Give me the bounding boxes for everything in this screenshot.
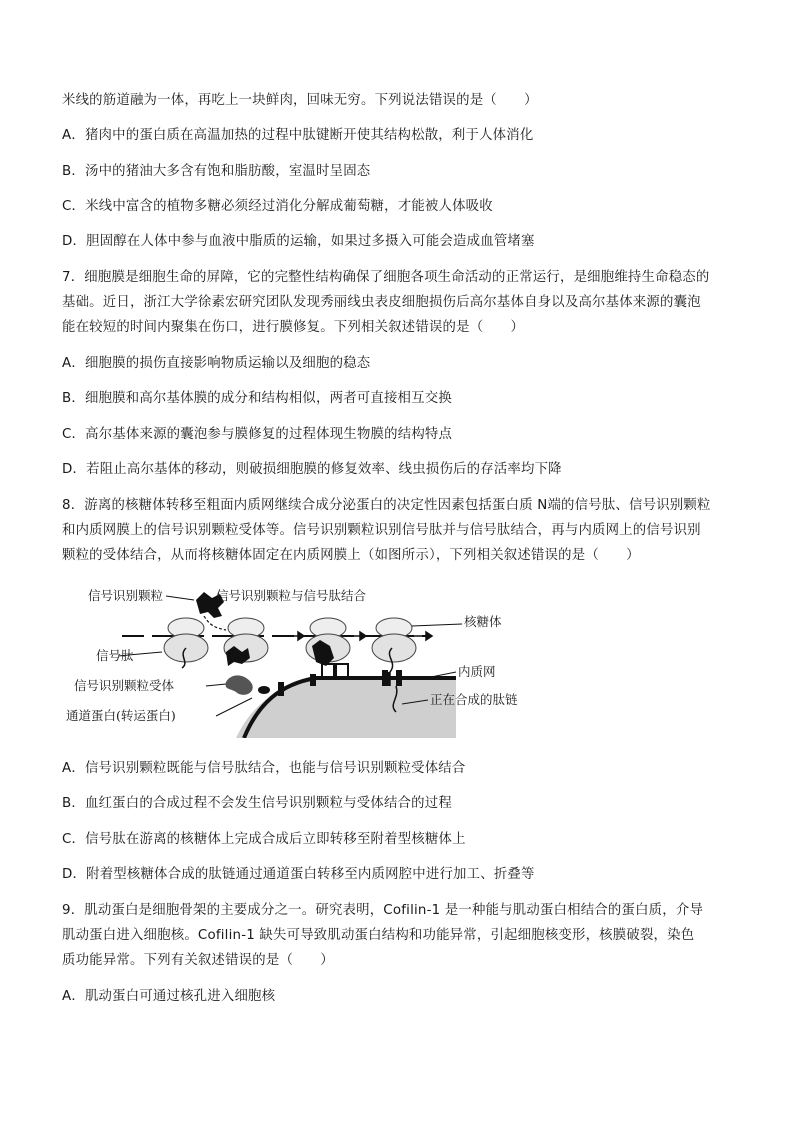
q7-option-d: D．若阻止高尔基体的移动，则破损细胞膜的修复效率、线虫损伤后的存活率均下降 bbox=[62, 462, 562, 477]
q7-stem-line-2: 基础。近日，浙江大学徐素宏研究团队发现秀丽线虫表皮细胞损伤后高尔基体自身以及高尔基体来源的囊泡 bbox=[62, 295, 701, 310]
srp-diagram bbox=[66, 586, 546, 738]
q6-stem: 米线的筋道融为一体，再吃上一块鲜肉，回味无穷。下列说法错误的是（ ） bbox=[62, 93, 538, 108]
label-signal-peptide: 信号肽 bbox=[96, 648, 134, 663]
q8-option-c: C．信号肽在游离的核糖体上完成合成后立即转移至附着型核糖体上 bbox=[62, 832, 466, 847]
q6-option-a: A．猪肉中的蛋白质在高温加热的过程中肽键断开使其结构松散，利于人体消化 bbox=[62, 128, 534, 143]
q8-option-d: D．附着型核糖体合成的肽链通过通道蛋白转移至内质网腔中进行加工、折叠等 bbox=[62, 867, 535, 882]
q9-stem-line-3: 质功能异常。下列有关叙述错误的是（ ） bbox=[62, 953, 334, 968]
ribosome-4 bbox=[372, 618, 416, 686]
label-srp-binding: 信号识别颗粒与信号肽结合 bbox=[216, 588, 367, 603]
q6-option-b: B．汤中的猪油大多含有饱和脂肪酸，室温时呈固态 bbox=[62, 164, 371, 179]
label-nascent-chain: 正在合成的肽链 bbox=[430, 692, 518, 707]
label-srp-receptor: 信号识别颗粒受体 bbox=[74, 678, 175, 693]
q8-stem-line-2: 和内质网膜上的信号识别颗粒受体等。信号识别颗粒识别信号肽并与信号肽结合，再与内质网上的信号识别 bbox=[62, 523, 701, 538]
label-ribosome: 核糖体 bbox=[464, 614, 502, 629]
q7-option-c: C．高尔基体来源的囊泡参与膜修复的过程体现生物膜的结构特点 bbox=[62, 427, 453, 442]
label-er: 内质网 bbox=[458, 664, 496, 679]
q6-option-c: C．米线中富含的植物多糖必须经过消化分解成葡萄糖，才能被人体吸收 bbox=[62, 199, 493, 214]
q8-stem-line-1: 8．游离的核糖体转移至粗面内质网继续合成分泌蛋白的决定性因素包括蛋白质 N端的信号肽、信号识别颗粒 bbox=[62, 498, 711, 513]
srp-receptor-shape bbox=[226, 675, 253, 694]
ribosome-1 bbox=[164, 618, 208, 668]
q9-stem-line-2: 肌动蛋白进入细胞核。Cofilin-1 缺失可导致肌动蛋白结构和功能异常，引起细胞核变形，核膜破裂，染色 bbox=[62, 928, 695, 943]
ribosome-2 bbox=[224, 618, 268, 666]
q8-option-b: B．血红蛋白的合成过程不会发生信号识别颗粒与受体结合的过程 bbox=[62, 796, 452, 811]
q8-stem-line-3: 颗粒的受体结合，从而将核糖体固定在内质网膜上（如图所示），下列相关叙述错误的是（ ） bbox=[62, 548, 640, 563]
label-srp: 信号识别颗粒 bbox=[88, 588, 164, 603]
q7-option-b: B．细胞膜和高尔基体膜的成分和结构相似，两者可直接相互交换 bbox=[62, 391, 452, 406]
label-channel: 通道蛋白(转运蛋白) bbox=[66, 708, 176, 723]
er-lumen-shading bbox=[236, 678, 456, 738]
q6-option-d: D．胆固醇在人体中参与血液中脂质的运输，如果过多摄入可能会造成血管堵塞 bbox=[62, 234, 535, 249]
q8-option-a: A．信号识别颗粒既能与信号肽结合，也能与信号识别颗粒受体结合 bbox=[62, 761, 466, 776]
q7-stem-line-3: 能在较短的时间内聚集在伤口，进行膜修复。下列相关叙述错误的是（ ） bbox=[62, 320, 525, 335]
q7-stem-line-1: 7．细胞膜是细胞生命的屏障，它的完整性结构确保了细胞各项生命活动的正常运行，是细胞维持生命稳态的 bbox=[62, 270, 710, 285]
ribosome-3 bbox=[306, 618, 350, 678]
q9-stem-line-1: 9．肌动蛋白是细胞骨架的主要成分之一。研究表明，Cofilin-1 是一种能与肌动蛋白相结合的蛋白质，介导 bbox=[62, 903, 704, 918]
q9-option-a: A．肌动蛋白可通过核孔进入细胞核 bbox=[62, 989, 276, 1004]
q7-option-a: A．细胞膜的损伤直接影响物质运输以及细胞的稳态 bbox=[62, 356, 371, 371]
